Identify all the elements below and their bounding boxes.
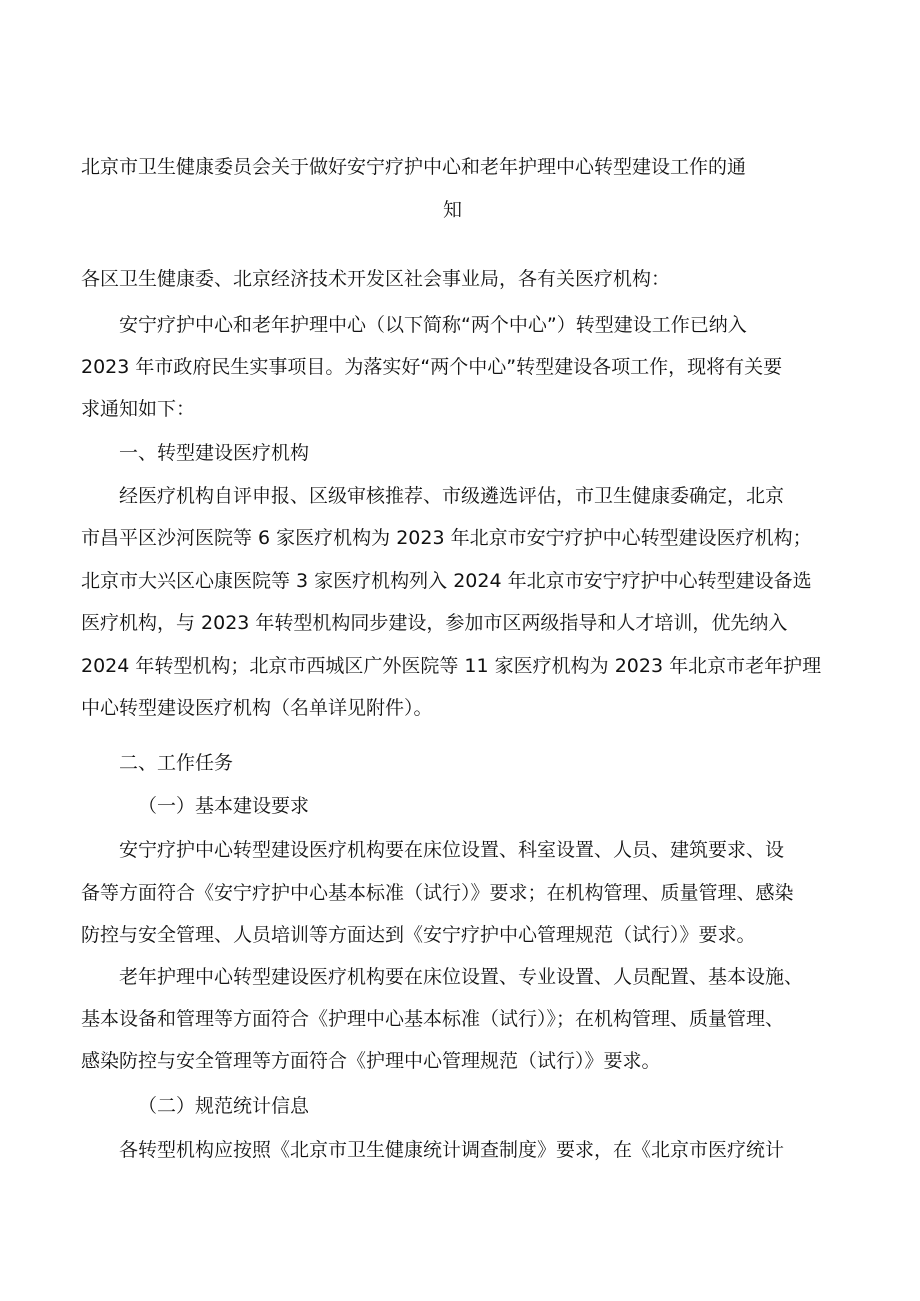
title-line-1: 北京市卫生健康委员会关于做好安宁疗护中心和老年护理中心转型建设工作的通 [81, 156, 747, 178]
intro-line-1: 安宁疗护中心和老年护理中心（以下简称“两个中心”）转型建设工作已纳入 [119, 314, 747, 336]
section-1-line-1: 经医疗机构自评申报、区级审核推荐、市级遴选评估，市卫生健康委确定，北京 [119, 485, 785, 507]
section-1-line-6: 中心转型建设医疗机构（名单详见附件）。 [81, 697, 433, 719]
section-2-1-para-1-line-1: 安宁疗护中心转型建设医疗机构要在床位设置、科室设置、人员、建筑要求、设 [119, 839, 785, 861]
section-1-line-5: 2024 年转型机构；北京市西城区广外医院等 11 家医疗机构为 2023 年北京市老年护理 [81, 655, 822, 677]
section-2-1-para-1-line-3: 防控与安全管理、人员培训等方面达到《安宁疗护中心管理规范（试行）》要求。 [81, 924, 756, 946]
section-2-heading: 二、工作任务 [119, 752, 234, 774]
section-2-2-para-1-line-1: 各转型机构应按照《北京市卫生健康统计调查制度》要求，在《北京市医疗统计 [119, 1139, 785, 1161]
section-2-1-para-2-line-2: 基本设备和管理等方面符合《护理中心基本标准（试行）》；在机构管理、质量管理、 [81, 1008, 785, 1030]
intro-line-3: 求通知如下： [81, 398, 196, 420]
intro-line-2: 2023 年市政府民生实事项目。为落实好“两个中心”转型建设各项工作，现将有关要 [81, 356, 783, 378]
section-1-line-3: 北京市大兴区心康医院等 3 家医疗机构列入 2024 年北京市安宁疗护中心转型建设备选 [81, 570, 812, 592]
addressee: 各区卫生健康委、北京经济技术开发区社会事业局，各有关医疗机构： [81, 268, 671, 290]
section-2-2-heading: （二）规范统计信息 [138, 1095, 310, 1117]
section-1-line-2: 市昌平区沙河医院等 6 家医疗机构为 2023 年北京市安宁疗护中心转型建设医疗机构； [81, 527, 812, 549]
title-line-2: 知 [443, 199, 463, 221]
section-2-1-para-2-line-1: 老年护理中心转型建设医疗机构要在床位设置、专业设置、人员配置、基本设施、 [119, 966, 804, 988]
section-2-1-heading: （一）基本建设要求 [138, 795, 310, 817]
section-2-1-para-2-line-3: 感染防控与安全管理等方面符合《护理中心管理规范（试行）》要求。 [81, 1050, 661, 1072]
section-1-line-4: 医疗机构，与 2023 年转型机构同步建设，参加市区两级指导和人才培训，优先纳入 [81, 612, 788, 634]
section-2-1-para-1-line-2: 备等方面符合《安宁疗护中心基本标准（试行）》要求；在机构管理、质量管理、感染 [81, 882, 794, 904]
section-1-heading: 一、转型建设医疗机构 [119, 442, 310, 464]
